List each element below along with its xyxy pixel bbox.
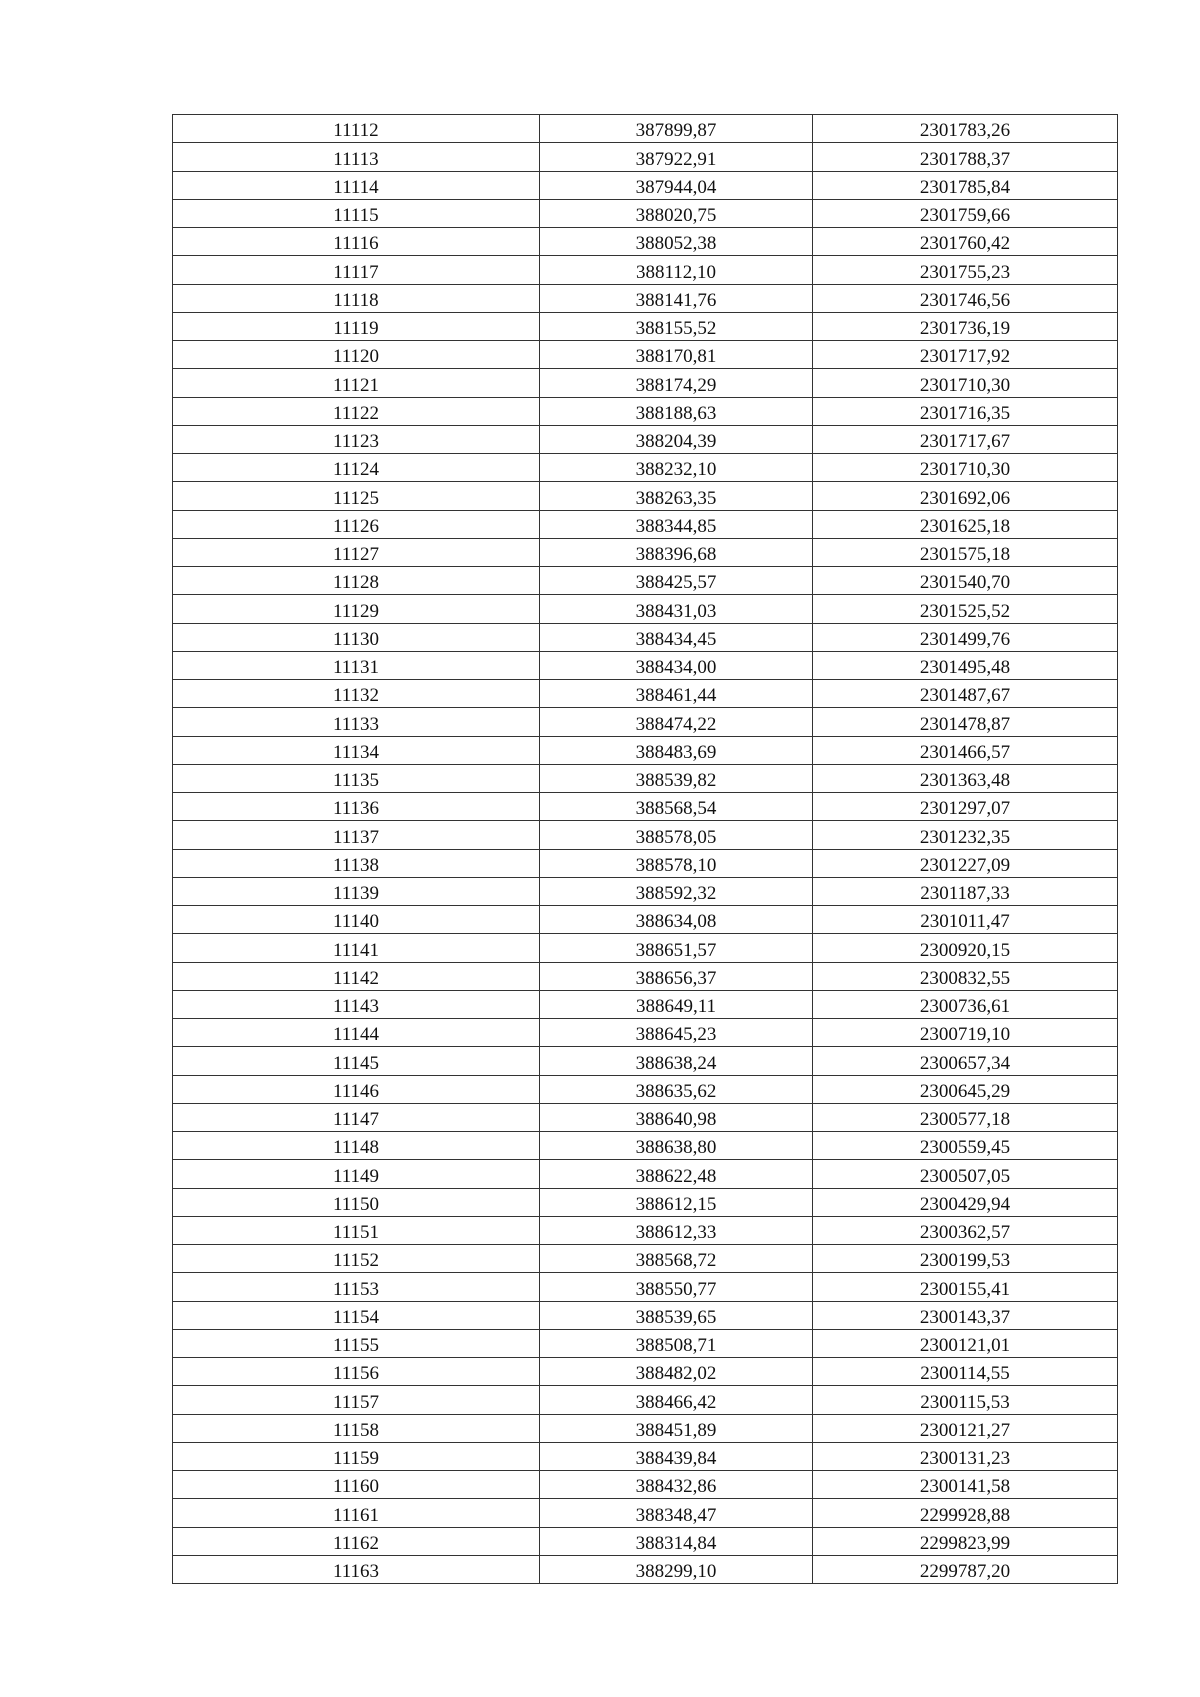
table-row — [173, 1329, 1118, 1357]
point-number-cell: 11162 — [173, 1527, 540, 1555]
table-row — [173, 1160, 1118, 1188]
y-coordinate-cell: 2301717,67 — [813, 425, 1118, 453]
table-row — [173, 1019, 1118, 1047]
x-coordinate-cell: 388112,10 — [540, 256, 813, 284]
table-row — [173, 877, 1118, 905]
table-row — [173, 1301, 1118, 1329]
x-coordinate-cell: 388314,84 — [540, 1527, 813, 1555]
point-number-cell: 11117 — [173, 256, 540, 284]
y-coordinate-cell: 2301788,37 — [813, 143, 1118, 171]
x-coordinate-cell: 388474,22 — [540, 708, 813, 736]
y-coordinate-cell: 2301297,07 — [813, 793, 1118, 821]
x-coordinate-cell: 388578,05 — [540, 821, 813, 849]
y-coordinate-cell: 2301710,30 — [813, 369, 1118, 397]
x-coordinate-cell: 388439,84 — [540, 1442, 813, 1470]
x-coordinate-cell: 388204,39 — [540, 425, 813, 453]
table-row — [173, 990, 1118, 1018]
x-coordinate-cell: 388656,37 — [540, 962, 813, 990]
y-coordinate-cell: 2301495,48 — [813, 651, 1118, 679]
point-number-cell: 11145 — [173, 1047, 540, 1075]
y-coordinate-cell: 2300507,05 — [813, 1160, 1118, 1188]
x-coordinate-cell: 388638,24 — [540, 1047, 813, 1075]
table-row — [173, 651, 1118, 679]
table-row — [173, 228, 1118, 256]
point-number-cell: 11133 — [173, 708, 540, 736]
point-number-cell: 11120 — [173, 341, 540, 369]
x-coordinate-cell: 388651,57 — [540, 934, 813, 962]
y-coordinate-cell: 2300199,53 — [813, 1245, 1118, 1273]
y-coordinate-cell: 2301478,87 — [813, 708, 1118, 736]
table-row — [173, 425, 1118, 453]
table-row — [173, 1188, 1118, 1216]
y-coordinate-cell: 2299823,99 — [813, 1527, 1118, 1555]
table-row — [173, 1358, 1118, 1386]
point-number-cell: 11135 — [173, 764, 540, 792]
table-row — [173, 1047, 1118, 1075]
table-row — [173, 1527, 1118, 1555]
x-coordinate-cell: 388299,10 — [540, 1555, 813, 1583]
x-coordinate-cell: 388640,98 — [540, 1103, 813, 1131]
x-coordinate-cell: 388622,48 — [540, 1160, 813, 1188]
point-number-cell: 11158 — [173, 1414, 540, 1442]
table-row — [173, 736, 1118, 764]
table-row — [173, 397, 1118, 425]
x-coordinate-cell: 387922,91 — [540, 143, 813, 171]
y-coordinate-cell: 2301187,33 — [813, 877, 1118, 905]
table-row — [173, 1075, 1118, 1103]
point-number-cell: 11130 — [173, 623, 540, 651]
point-number-cell: 11155 — [173, 1329, 540, 1357]
x-coordinate-cell: 388434,00 — [540, 651, 813, 679]
table-row — [173, 962, 1118, 990]
point-number-cell: 11134 — [173, 736, 540, 764]
point-number-cell: 11124 — [173, 454, 540, 482]
table-row — [173, 1442, 1118, 1470]
x-coordinate-cell: 388578,10 — [540, 849, 813, 877]
y-coordinate-cell: 2301232,35 — [813, 821, 1118, 849]
table-row — [173, 1386, 1118, 1414]
x-coordinate-cell: 388634,08 — [540, 906, 813, 934]
y-coordinate-cell: 2300736,61 — [813, 990, 1118, 1018]
point-number-cell: 11132 — [173, 680, 540, 708]
table-row — [173, 934, 1118, 962]
y-coordinate-cell: 2301736,19 — [813, 312, 1118, 340]
table-row — [173, 312, 1118, 340]
x-coordinate-cell: 388425,57 — [540, 567, 813, 595]
x-coordinate-cell: 388592,32 — [540, 877, 813, 905]
y-coordinate-cell: 2300577,18 — [813, 1103, 1118, 1131]
table-row — [173, 454, 1118, 482]
y-coordinate-cell: 2300141,58 — [813, 1471, 1118, 1499]
table-row — [173, 567, 1118, 595]
table-row — [173, 1132, 1118, 1160]
y-coordinate-cell: 2301487,67 — [813, 680, 1118, 708]
point-number-cell: 11146 — [173, 1075, 540, 1103]
x-coordinate-cell: 388649,11 — [540, 990, 813, 1018]
x-coordinate-cell: 388508,71 — [540, 1329, 813, 1357]
point-number-cell: 11131 — [173, 651, 540, 679]
table-row — [173, 1103, 1118, 1131]
y-coordinate-cell: 2301540,70 — [813, 567, 1118, 595]
point-number-cell: 11151 — [173, 1216, 540, 1244]
point-number-cell: 11118 — [173, 284, 540, 312]
x-coordinate-cell: 388344,85 — [540, 510, 813, 538]
point-number-cell: 11148 — [173, 1132, 540, 1160]
x-coordinate-cell: 388466,42 — [540, 1386, 813, 1414]
point-number-cell: 11150 — [173, 1188, 540, 1216]
x-coordinate-cell: 388568,72 — [540, 1245, 813, 1273]
y-coordinate-cell: 2301625,18 — [813, 510, 1118, 538]
point-number-cell: 11141 — [173, 934, 540, 962]
point-number-cell: 11152 — [173, 1245, 540, 1273]
x-coordinate-cell: 388052,38 — [540, 228, 813, 256]
point-number-cell: 11113 — [173, 143, 540, 171]
point-number-cell: 11119 — [173, 312, 540, 340]
table-row — [173, 115, 1118, 143]
table-row — [173, 143, 1118, 171]
y-coordinate-cell: 2300657,34 — [813, 1047, 1118, 1075]
x-coordinate-cell: 388348,47 — [540, 1499, 813, 1527]
table-row — [173, 538, 1118, 566]
table-row — [173, 199, 1118, 227]
y-coordinate-cell: 2301755,23 — [813, 256, 1118, 284]
x-coordinate-cell: 388483,69 — [540, 736, 813, 764]
y-coordinate-cell: 2301759,66 — [813, 199, 1118, 227]
x-coordinate-cell: 387899,87 — [540, 115, 813, 143]
table-row — [173, 284, 1118, 312]
y-coordinate-cell: 2300121,27 — [813, 1414, 1118, 1442]
point-number-cell: 11115 — [173, 199, 540, 227]
y-coordinate-cell: 2301575,18 — [813, 538, 1118, 566]
y-coordinate-cell: 2301716,35 — [813, 397, 1118, 425]
y-coordinate-cell: 2300114,55 — [813, 1358, 1118, 1386]
x-coordinate-cell: 388612,15 — [540, 1188, 813, 1216]
point-number-cell: 11116 — [173, 228, 540, 256]
point-number-cell: 11143 — [173, 990, 540, 1018]
y-coordinate-cell: 2301466,57 — [813, 736, 1118, 764]
x-coordinate-cell: 387944,04 — [540, 171, 813, 199]
x-coordinate-cell: 388635,62 — [540, 1075, 813, 1103]
point-number-cell: 11123 — [173, 425, 540, 453]
y-coordinate-cell: 2301692,06 — [813, 482, 1118, 510]
table-row — [173, 1245, 1118, 1273]
y-coordinate-cell: 2301011,47 — [813, 906, 1118, 934]
x-coordinate-cell: 388170,81 — [540, 341, 813, 369]
y-coordinate-cell: 2300115,53 — [813, 1386, 1118, 1414]
table-row — [173, 1499, 1118, 1527]
point-number-cell: 11121 — [173, 369, 540, 397]
table-row — [173, 708, 1118, 736]
point-number-cell: 11112 — [173, 115, 540, 143]
x-coordinate-cell: 388539,82 — [540, 764, 813, 792]
point-number-cell: 11157 — [173, 1386, 540, 1414]
point-number-cell: 11126 — [173, 510, 540, 538]
point-number-cell: 11136 — [173, 793, 540, 821]
y-coordinate-cell: 2301783,26 — [813, 115, 1118, 143]
x-coordinate-cell: 388431,03 — [540, 595, 813, 623]
table-row — [173, 1216, 1118, 1244]
x-coordinate-cell: 388141,76 — [540, 284, 813, 312]
y-coordinate-cell: 2300719,10 — [813, 1019, 1118, 1047]
x-coordinate-cell: 388482,02 — [540, 1358, 813, 1386]
point-number-cell: 11147 — [173, 1103, 540, 1131]
x-coordinate-cell: 388568,54 — [540, 793, 813, 821]
coordinates-table — [172, 114, 1118, 1584]
x-coordinate-cell: 388188,63 — [540, 397, 813, 425]
table-row — [173, 680, 1118, 708]
point-number-cell: 11154 — [173, 1301, 540, 1329]
table-row — [173, 256, 1118, 284]
y-coordinate-cell: 2301227,09 — [813, 849, 1118, 877]
point-number-cell: 11128 — [173, 567, 540, 595]
point-number-cell: 11149 — [173, 1160, 540, 1188]
table-row — [173, 821, 1118, 849]
point-number-cell: 11127 — [173, 538, 540, 566]
table-row — [173, 369, 1118, 397]
y-coordinate-cell: 2301525,52 — [813, 595, 1118, 623]
table-row — [173, 510, 1118, 538]
y-coordinate-cell: 2300131,23 — [813, 1442, 1118, 1470]
y-coordinate-cell: 2299787,20 — [813, 1555, 1118, 1583]
point-number-cell: 11156 — [173, 1358, 540, 1386]
table-row — [173, 1555, 1118, 1583]
table-row — [173, 1273, 1118, 1301]
x-coordinate-cell: 388451,89 — [540, 1414, 813, 1442]
point-number-cell: 11114 — [173, 171, 540, 199]
table-row — [173, 171, 1118, 199]
x-coordinate-cell: 388434,45 — [540, 623, 813, 651]
table-row — [173, 1414, 1118, 1442]
y-coordinate-cell: 2301717,92 — [813, 341, 1118, 369]
x-coordinate-cell: 388020,75 — [540, 199, 813, 227]
point-number-cell: 11137 — [173, 821, 540, 849]
point-number-cell: 11138 — [173, 849, 540, 877]
x-coordinate-cell: 388174,29 — [540, 369, 813, 397]
y-coordinate-cell: 2301760,42 — [813, 228, 1118, 256]
y-coordinate-cell: 2300143,37 — [813, 1301, 1118, 1329]
table-row — [173, 764, 1118, 792]
y-coordinate-cell: 2301785,84 — [813, 171, 1118, 199]
x-coordinate-cell: 388461,44 — [540, 680, 813, 708]
y-coordinate-cell: 2299928,88 — [813, 1499, 1118, 1527]
point-number-cell: 11125 — [173, 482, 540, 510]
point-number-cell: 11153 — [173, 1273, 540, 1301]
x-coordinate-cell: 388638,80 — [540, 1132, 813, 1160]
point-number-cell: 11161 — [173, 1499, 540, 1527]
point-number-cell: 11159 — [173, 1442, 540, 1470]
y-coordinate-cell: 2300429,94 — [813, 1188, 1118, 1216]
x-coordinate-cell: 388232,10 — [540, 454, 813, 482]
point-number-cell: 11144 — [173, 1019, 540, 1047]
point-number-cell: 11142 — [173, 962, 540, 990]
point-number-cell: 11163 — [173, 1555, 540, 1583]
y-coordinate-cell: 2300362,57 — [813, 1216, 1118, 1244]
table-row — [173, 906, 1118, 934]
x-coordinate-cell: 388155,52 — [540, 312, 813, 340]
point-number-cell: 11160 — [173, 1471, 540, 1499]
y-coordinate-cell: 2300559,45 — [813, 1132, 1118, 1160]
point-number-cell: 11129 — [173, 595, 540, 623]
table-row — [173, 482, 1118, 510]
point-number-cell: 11140 — [173, 906, 540, 934]
table-row — [173, 623, 1118, 651]
y-coordinate-cell: 2300121,01 — [813, 1329, 1118, 1357]
table-row — [173, 793, 1118, 821]
table-row — [173, 849, 1118, 877]
y-coordinate-cell: 2301499,76 — [813, 623, 1118, 651]
point-number-cell: 11122 — [173, 397, 540, 425]
y-coordinate-cell: 2301363,48 — [813, 764, 1118, 792]
y-coordinate-cell: 2301746,56 — [813, 284, 1118, 312]
x-coordinate-cell: 388645,23 — [540, 1019, 813, 1047]
y-coordinate-cell: 2300155,41 — [813, 1273, 1118, 1301]
x-coordinate-cell: 388396,68 — [540, 538, 813, 566]
x-coordinate-cell: 388432,86 — [540, 1471, 813, 1499]
table-row — [173, 341, 1118, 369]
y-coordinate-cell: 2300832,55 — [813, 962, 1118, 990]
table-row — [173, 595, 1118, 623]
point-number-cell: 11139 — [173, 877, 540, 905]
x-coordinate-cell: 388550,77 — [540, 1273, 813, 1301]
coordinates-table-body — [173, 115, 1118, 1584]
table-row — [173, 1471, 1118, 1499]
x-coordinate-cell: 388263,35 — [540, 482, 813, 510]
y-coordinate-cell: 2301710,30 — [813, 454, 1118, 482]
y-coordinate-cell: 2300920,15 — [813, 934, 1118, 962]
y-coordinate-cell: 2300645,29 — [813, 1075, 1118, 1103]
x-coordinate-cell: 388539,65 — [540, 1301, 813, 1329]
x-coordinate-cell: 388612,33 — [540, 1216, 813, 1244]
